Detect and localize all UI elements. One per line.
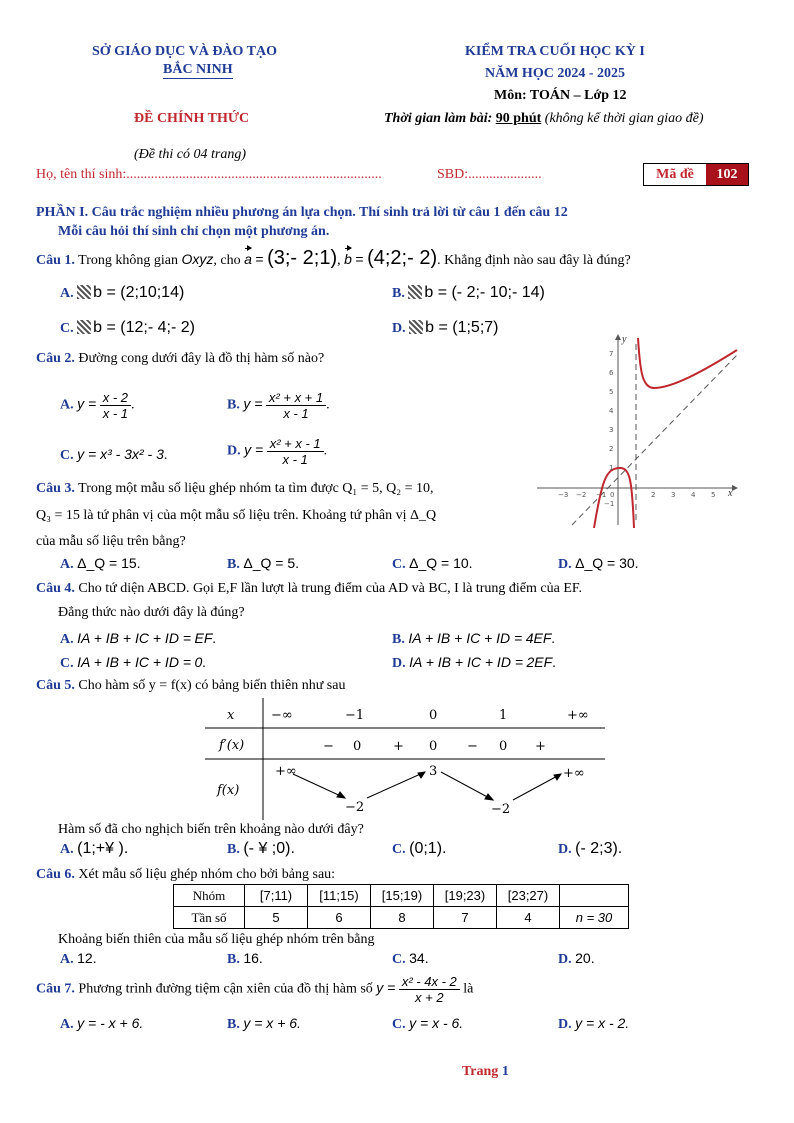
q7-stem [36, 974, 473, 1005]
variation-table [205, 698, 605, 820]
exam-title: KIỂM TRA CUỐI HỌC KỲ I [465, 44, 645, 59]
q1-label: Câu 1. [36, 253, 75, 268]
option-letter: C. [60, 448, 74, 463]
table-f-value: −2 [491, 802, 511, 817]
pages-note: (Đề thi có 04 trang) [134, 147, 246, 162]
table-x-value: 1 [499, 708, 508, 723]
option-text: y = x + 6. [243, 1015, 301, 1031]
q5-option-b[interactable] [227, 840, 295, 858]
vector-b: b [344, 251, 352, 267]
exam-code-label: Mã đề [656, 167, 694, 182]
y-tick: 4 [609, 407, 614, 415]
table-row [174, 907, 629, 929]
option-letter: A. [60, 632, 74, 647]
table-f-label: f(x) [217, 783, 240, 798]
y-axis-label: y [622, 334, 627, 345]
table-x-value: 0 [429, 708, 438, 723]
q5-option-d[interactable] [558, 840, 622, 858]
q6-stem [36, 867, 335, 883]
time-value: 90 phút [495, 111, 542, 126]
option-letter: A. [60, 842, 74, 857]
q6-option-a[interactable] [60, 950, 97, 968]
q3-option-b[interactable] [227, 555, 299, 573]
option-letter: C. [392, 1017, 406, 1032]
q1-stem: Câu 1. Trong không gian Oxyz, cho a = (3;- 2;1), b = (4;2;- 2). Khẳng định nào sau đây là đúng? [36, 247, 631, 269]
q1-option-c[interactable] [60, 319, 195, 337]
table-cell: 4 [497, 907, 560, 929]
x-tick: 0 [610, 491, 615, 499]
q4-option-d[interactable]: D. IA + IB + IC + ID = 2EF. [392, 654, 556, 671]
q3-line1: Trong một mẫu số liệu ghép nhóm ta tìm được Q₁ = 5, Q₂ = 10, [78, 481, 434, 496]
q7-lhs: y = [376, 979, 396, 996]
x-tick: 2 [651, 491, 656, 499]
q7-end: là [463, 981, 474, 997]
option-letter: B. [227, 842, 240, 857]
option-letter: D. [558, 1017, 572, 1032]
table-cell: 7 [434, 907, 497, 929]
option-letter: B. [227, 557, 240, 572]
fraction-numerator: x - 2 [100, 390, 131, 406]
option-text: Δ_Q = 5. [243, 555, 300, 571]
q6-option-b[interactable] [227, 950, 263, 968]
option-lhs: y = [77, 395, 97, 412]
q7-label: Câu 7. [36, 981, 75, 997]
q6-ask: Khoảng biến thiên của mẫu số liệu ghép nhóm trên bằng [58, 932, 375, 947]
exam-code-box [643, 163, 749, 186]
option-lhs: y = [244, 441, 264, 458]
option-text: Δ_Q = 30. [575, 555, 639, 571]
option-text: b = (1;5;7) [425, 319, 499, 336]
page-footer [462, 1064, 509, 1080]
q3-option-d[interactable] [558, 555, 639, 573]
option-text: 2EF [526, 654, 553, 670]
option-text: 0 [194, 654, 203, 670]
x-tick: 5 [711, 491, 716, 499]
graph-right-branch [638, 338, 737, 388]
table-row [174, 885, 629, 907]
y-tick: −1 [604, 500, 615, 508]
q1-option-d[interactable] [392, 319, 499, 337]
option-text: (- 2;3). [575, 840, 623, 857]
option-text: EF [194, 630, 213, 646]
x-tick: 3 [671, 491, 676, 499]
q5-option-a[interactable] [60, 840, 128, 858]
q7-option-c[interactable] [392, 1015, 463, 1033]
q5-label: Câu 5. [36, 678, 75, 693]
placeholder-glyph-icon [408, 285, 422, 299]
option-text: 16. [243, 950, 263, 966]
frequency-table [173, 884, 629, 929]
q4-stem [36, 581, 582, 597]
option-letter: A. [60, 1017, 74, 1032]
option-letter: C. [60, 321, 74, 336]
fraction-denominator: x - 1 [283, 406, 309, 421]
q3-option-a[interactable] [60, 555, 141, 573]
option-text: 4EF [525, 630, 552, 646]
option-text: Δ_Q = 15. [77, 555, 141, 571]
placeholder-glyph-icon [77, 320, 91, 334]
option-text: y = x - 2. [575, 1015, 630, 1031]
q4-option-b[interactable]: B. IA + IB + IC + ID = 4EF. [392, 630, 555, 647]
q2-text: Đường cong dưới đây là đồ thị hàm số nào? [78, 351, 325, 366]
q3-line3: của mẫu số liệu trên bằng? [36, 534, 186, 549]
subject: Môn: TOÁN – Lớp 12 [494, 88, 627, 103]
table-cell: Tần số [174, 907, 245, 929]
vector-b-value: (4;2;- 2) [367, 247, 438, 269]
school-year: NĂM HỌC 2024 - 2025 [485, 66, 625, 81]
option-text: b = (12;- 4;- 2) [93, 319, 195, 336]
table-sign: + [393, 739, 404, 754]
option-letter: B. [392, 286, 405, 301]
page-label: Trang [462, 1064, 499, 1079]
q6-option-c[interactable] [392, 950, 429, 968]
table-cell: 8 [371, 907, 434, 929]
fraction-denominator: x - 1 [102, 406, 128, 421]
sbd-field: SBD:..................... [437, 167, 542, 182]
q1-space: Oxyz [181, 251, 214, 267]
vector-sum: IA + IB + IC + ID = [409, 654, 523, 670]
oblique-asymptote [572, 355, 737, 525]
exam-code-value: 102 [706, 164, 748, 185]
option-letter: A. [60, 286, 74, 301]
q1-text2: , cho [213, 253, 241, 268]
x-tick: −1 [596, 491, 607, 499]
y-tick: 2 [609, 445, 614, 453]
y-tick: 6 [609, 369, 614, 377]
time-line [384, 111, 704, 127]
option-text: 20. [575, 950, 595, 966]
placeholder-glyph-icon [77, 285, 91, 299]
placeholder-glyph-icon [409, 320, 423, 334]
q1-option-b[interactable] [392, 284, 545, 302]
time-label: Thời gian làm bài: [384, 111, 493, 126]
option-letter: B. [227, 1017, 240, 1032]
q2-label: Câu 2. [36, 351, 75, 366]
table-f-value: −2 [345, 800, 365, 815]
vector-sum: IA + IB + IC + ID = [408, 630, 523, 646]
q2-option-d[interactable]: D. y = $\frac{\text{x² + x - 1}}{x - 1}$ . [227, 436, 328, 467]
option-text: y = x - 6. [409, 1015, 464, 1031]
vector-sum: IA + IB + IC + ID = [77, 654, 191, 670]
table-x-label: x [227, 708, 235, 723]
vector-a-value: (3;- 2;1) [267, 247, 338, 269]
option-text: (1;+¥ ). [77, 840, 129, 857]
q5-stem [36, 678, 345, 694]
table-cell: 5 [245, 907, 308, 929]
table-f-value: 3 [429, 764, 438, 779]
table-sign: 0 [429, 739, 438, 754]
table-cell: Nhóm [174, 885, 245, 907]
fraction-denominator: x - 1 [282, 452, 308, 467]
q4-option-a[interactable]: A. IA + IB + IC + ID = EF. [60, 630, 216, 647]
option-letter: B. [392, 632, 405, 647]
q7-option-b[interactable] [227, 1015, 301, 1033]
q5-ask: Hàm số đã cho nghịch biến trên khoảng nào dưới đây? [58, 822, 364, 837]
option-letter: A. [60, 952, 74, 967]
q3-stem [36, 481, 434, 497]
table-sign: 0 [353, 739, 362, 754]
q6-text: Xét mẫu số liệu ghép nhóm cho bởi bảng sau: [78, 867, 336, 882]
q4-line1: Cho tứ diện ABCD. Gọi E,F lần lượt là trung điểm của AD và BC, I là trung điểm của EF. [78, 581, 583, 596]
part1-title: PHẦN I. Câu trắc nghiệm nhiều phương án lựa chọn. Thí sinh trả lời từ câu 1 đến câu 12 [36, 205, 568, 220]
function-graph [532, 330, 742, 530]
y-tick: 5 [609, 388, 614, 396]
q2-option-b[interactable]: B. y = $\frac{\text{x² + x + 1}}{x - 1}$ . [227, 390, 330, 421]
option-text: Δ_Q = 10. [409, 555, 473, 571]
table-sign: − [323, 739, 334, 754]
option-text: 34. [409, 950, 429, 966]
q3-label: Câu 3. [36, 481, 75, 496]
table-cell: [15;19) [371, 885, 434, 907]
table-x-value: +∞ [567, 708, 589, 723]
time-note: (không kể thời gian giao đề) [544, 111, 704, 126]
q7-text: Phương trình đường tiệm cận xiên của đồ thị hàm số [78, 981, 373, 997]
table-cell: [23;27) [497, 885, 560, 907]
q6-option-d[interactable] [558, 950, 595, 968]
q3-option-c[interactable] [392, 555, 473, 573]
table-cell: [7;11) [245, 885, 308, 907]
table-x-value: −1 [345, 708, 365, 723]
option-text: (0;1). [409, 840, 447, 857]
table-cell: n = 30 [560, 907, 629, 929]
table-sign: − [467, 739, 478, 754]
dept-line-1: SỞ GIÁO DỤC VÀ ĐÀO TẠO [92, 44, 278, 59]
q7-option-a[interactable] [60, 1015, 143, 1033]
y-tick: 7 [609, 350, 614, 358]
option-letter: C. [392, 952, 406, 967]
fraction-numerator: x² + x - 1 [267, 436, 324, 452]
fraction-denominator: x + 2 [415, 990, 444, 1005]
page-number: 1 [501, 1064, 509, 1079]
q2-stem [36, 351, 324, 367]
q6-label: Câu 6. [36, 867, 75, 882]
y-tick: 1 [609, 464, 614, 472]
option-letter: D. [227, 443, 241, 459]
option-text: b = (- 2;- 10;- 14) [424, 284, 545, 301]
table-fprime-label: f′(x) [219, 738, 245, 753]
option-letter: C. [392, 557, 406, 572]
q3-line2: Q₃ = 15 là tứ phân vị của một mẫu số liệu trên. Khoảng tứ phân vị Δ_Q [36, 508, 437, 523]
q4-line2: Đẳng thức nào dưới đây là đúng? [58, 605, 245, 620]
q1-text: Trong không gian [78, 253, 178, 268]
option-letter: D. [558, 557, 572, 572]
option-letter: A. [60, 397, 74, 413]
q2-option-a[interactable]: A. y = $\frac{x - 2}{x - 1}$ . [60, 390, 135, 421]
option-text: (- ¥ ;0). [243, 840, 295, 857]
option-letter: D. [392, 656, 406, 671]
x-tick: −3 [558, 491, 569, 499]
table-cell: [19;23) [434, 885, 497, 907]
option-letter: D. [392, 321, 406, 336]
fraction-numerator: x² - 4x - 2 [399, 974, 460, 990]
x-tick: −2 [576, 491, 587, 499]
official-label: ĐỀ CHÍNH THỨC [134, 111, 250, 126]
table-x-value: −∞ [271, 708, 293, 723]
table-cell [560, 885, 629, 907]
q5-text: Cho hàm số y = f(x) có bảng biến thiên như sau [78, 678, 346, 693]
vector-a: a [244, 251, 252, 267]
dept-line-2: BẮC NINH [163, 62, 233, 77]
y-tick: 3 [609, 426, 614, 434]
option-letter: D. [558, 952, 572, 967]
q5-option-c[interactable] [392, 840, 446, 858]
vector-sum: IA + IB + IC + ID = [77, 630, 191, 646]
part1-subtitle: Mỗi câu hỏi thí sinh chỉ chọn một phương án. [58, 224, 330, 239]
option-text: b = (2;10;14) [93, 284, 185, 301]
option-lhs: y = [243, 395, 263, 412]
q7-option-d[interactable] [558, 1015, 629, 1033]
option-letter: C. [392, 842, 406, 857]
q4-option-c[interactable]: C. IA + IB + IC + ID = 0. [60, 654, 206, 671]
option-letter: C. [60, 656, 74, 671]
table-cell: 6 [308, 907, 371, 929]
student-name-field: Họ, tên thí sinh:......................................................................... [36, 167, 382, 182]
table-cell: [11;15) [308, 885, 371, 907]
x-axis-label: x [728, 488, 733, 499]
option-text: y = x³ - 3x² - 3 [77, 446, 164, 462]
option-letter: A. [60, 557, 74, 572]
option-letter: B. [227, 952, 240, 967]
table-sign: + [535, 739, 546, 754]
fraction-numerator: x² + x + 1 [266, 390, 326, 406]
q2-option-c[interactable]: C. y = x³ - 3x² - 3. [60, 446, 168, 463]
q1-option-a[interactable] [60, 284, 184, 302]
table-f-value: +∞ [275, 764, 297, 779]
option-letter: B. [227, 397, 240, 413]
option-text: y = - x + 6. [77, 1015, 144, 1031]
table-sign: 0 [499, 739, 508, 754]
option-text: 12. [77, 950, 97, 966]
table-f-value: +∞ [563, 766, 585, 781]
q1-end: . Khẳng định nào sau đây là đúng? [437, 253, 631, 268]
x-tick: 4 [691, 491, 696, 499]
option-letter: D. [558, 842, 572, 857]
q4-label: Câu 4. [36, 581, 75, 596]
